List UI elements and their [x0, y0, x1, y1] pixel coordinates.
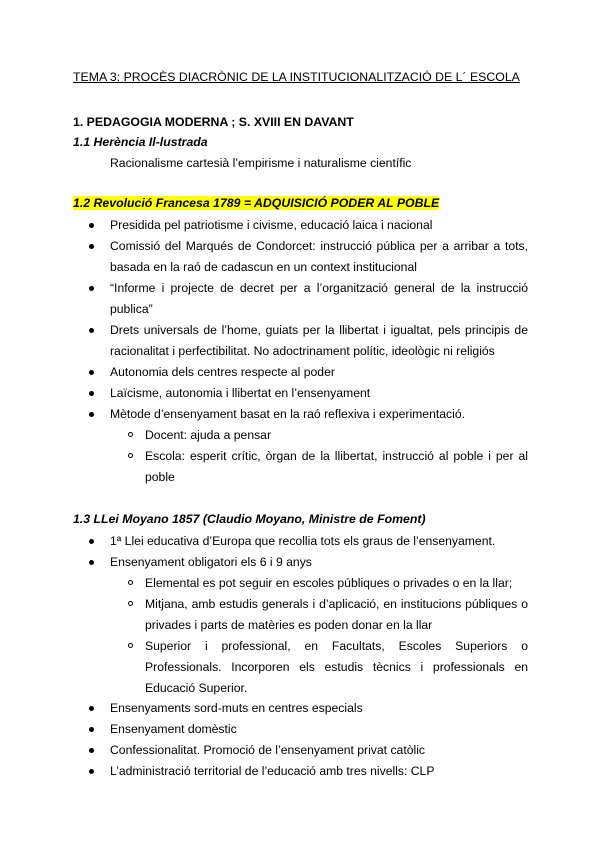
bullet-circle-icon	[128, 453, 133, 458]
list-item: Mètode d’ensenyament basat en la raó reflexiva i experimentació.	[110, 407, 465, 421]
sub-list-item: Escola: esperit crític, òrgan de la llibertat, instrucció al poble i per al poble	[145, 449, 528, 484]
sub-list-item: Mitjana, amb estudis generals i d’aplicació, en institucions públiques o privades i parts de matèries es poden donar en la llar	[145, 597, 528, 632]
list-item: Ensenyament obligatori els 6 i 9 anys	[110, 555, 312, 569]
subsection-1-2-heading	[73, 196, 439, 211]
sub-list-item: Elemental es pot seguir en escoles públiques o privades o en la llar;	[145, 576, 513, 590]
bullet-dot-icon	[89, 223, 94, 228]
sub-list-item: Superior i professional, en Facultats, Escoles Superiors o Professionals. Incorporen els estudis tècnics i professionals en Educació Superior.	[145, 639, 528, 695]
subsection-1-1-text: Racionalisme cartesià l’empirisme i naturalisme científic	[110, 156, 412, 170]
subsection-1-1-heading: 1.1 Herència Il-lustrada	[73, 135, 208, 149]
list-item: Presidida pel patriotisme i civisme, educació laica i nacional	[110, 218, 433, 232]
bullet-dot-icon	[89, 244, 94, 249]
list-item: Drets universals de l’home, guiats per la llibertat i igualtat, pels principis de racionalitat i perfectibilitat. No adoctrinament polític, ideològic ni religiós	[110, 323, 528, 358]
highlighted-heading: 1.2 Revolució Francesa 1789 = ADQUISICIÓ PODER AL POBLE	[73, 196, 440, 210]
bullet-circle-icon	[128, 601, 133, 606]
document-title: TEMA 3: PROCÈS DIACRÒNIC DE LA INSTITUCIONALITZACIÓ DE L´ ESCOLA	[73, 70, 520, 84]
subsection-1-3-heading: 1.3 LLei Moyano 1857 (Claudio Moyano, Ministre de Foment)	[73, 512, 426, 526]
bullet-dot-icon	[89, 560, 94, 565]
bullet-dot-icon	[89, 769, 94, 774]
sub-list-item: Docent: ajuda a pensar	[145, 428, 272, 442]
bullet-dot-icon	[89, 328, 94, 333]
bullet-dot-icon	[89, 748, 94, 753]
bullet-dot-icon	[89, 286, 94, 291]
bullet-circle-icon	[128, 643, 133, 648]
bullet-circle-icon	[128, 580, 133, 585]
list-item: Autonomia dels centres respecte al poder	[110, 365, 335, 379]
bullet-dot-icon	[89, 412, 94, 417]
bullet-circle-icon	[128, 432, 133, 437]
bullet-dot-icon	[89, 706, 94, 711]
list-item: Comissió del Marqués de Condorcet: instrucció pública per a arribar a tots, basada en la raó de cadascun en un context institucional	[110, 239, 528, 274]
list-item: Ensenyaments sord-muts en centres especials	[110, 701, 363, 715]
bullet-dot-icon	[89, 539, 94, 544]
list-item: Confessionalitat. Promoció de l’ensenyament privat catòlic	[110, 743, 426, 757]
list-item: Ensenyament domèstic	[110, 722, 237, 736]
bullet-dot-icon	[89, 727, 94, 732]
list-item: Laïcisme, autonomia i llibertat en l’ensenyament	[110, 386, 371, 400]
list-item: “Informe i projecte de decret per a l’organització general de la instrucció publica”	[110, 281, 528, 316]
section-1-heading: 1. PEDAGOGIA MODERNA ; S. XVIII EN DAVANT	[73, 115, 354, 129]
bullet-dot-icon	[89, 391, 94, 396]
bullet-dot-icon	[89, 370, 94, 375]
list-item: 1ª Llei educativa d’Europa que recollia tots els graus de l’ensenyament.	[110, 534, 496, 548]
list-item: L’administració territorial de l’educació amb tres nivells: CLP	[110, 764, 435, 778]
